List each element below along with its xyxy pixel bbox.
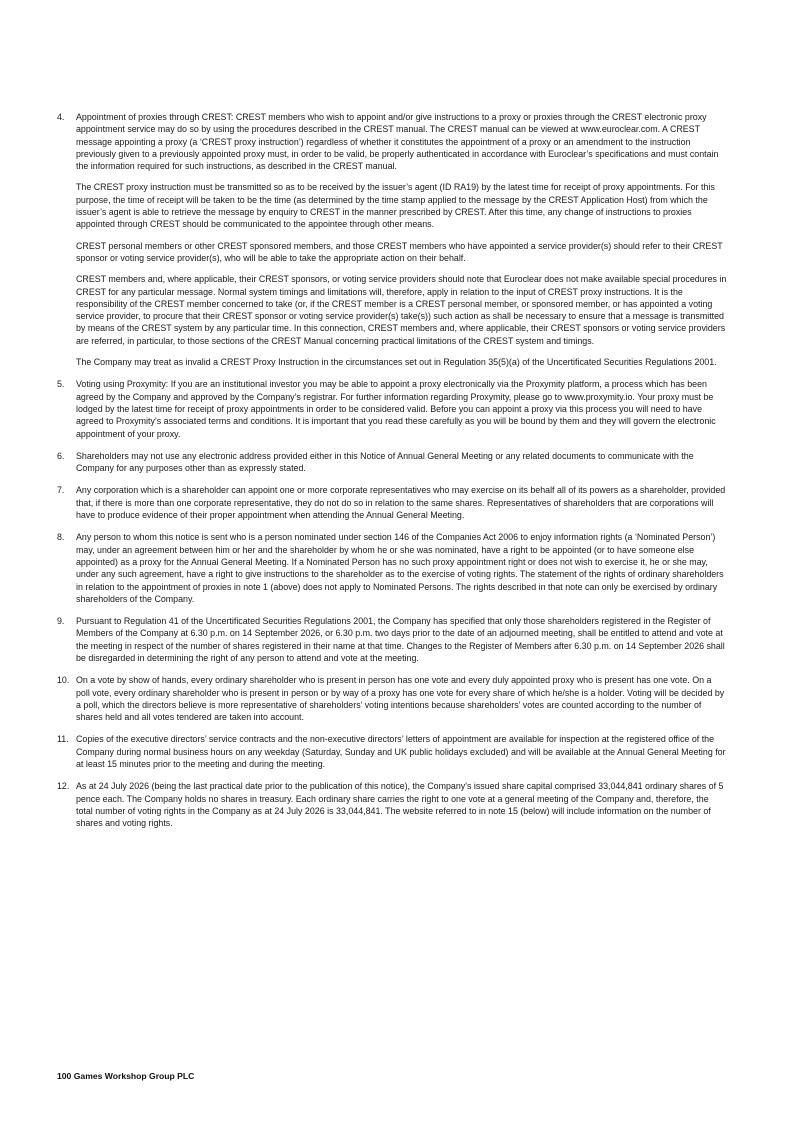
note-number: 9. [57,616,65,627]
note-number: 12. [57,781,70,792]
note-paragraph: CREST personal members or other CREST sponsored members, and those CREST members who have appointed a service provider(s) should refer to their CREST sponsor or voting service provider(s), who will be able to take the appropriate action on their behalf. [76,240,723,263]
note-paragraph: Copies of the executive directors’ service contracts and the non-executive directors’ letters of appointment are available for inspection at the registered office of the Company during normal business hours on any weekday (Saturday, Sunday and UK public holidays excluded) and will be available at the Annual General Meeting for at least 15 minutes prior to the meeting and during the meeting. [76,734,726,770]
note-item [57,484,727,521]
note-item [57,615,727,664]
note-item [57,531,727,605]
note-paragraph: Pursuant to Regulation 41 of the Uncertificated Securities Regulations 2001, the Company has specified that only those shareholders registered in the Register of Members of the Company at 6.30 p.m. on 14 September 2026, or 6.30 p.m. two days prior to the date of an adjourned meeting, shall be entitled to attend and vote at the meeting in respect of the number of shares registered in their name at that time. Changes to the Register of Members after 6.30 p.m. on 14 September 2026 shall be disregarded in determining the right of any person to attend and vote at the meeting. [76,616,725,663]
note-paragraph: Voting using Proxymity: If you are an institutional investor you may be able to appoint a proxy electronically via the Proxymity platform, a process which has been agreed by the Company and approved by the Company’s registrar. For further information regarding Proxymity, please go to www.proxymity.io. Your proxy must be lodged by the latest time for receipt of proxy appointments in order to be considered valid. Before you can appoint a proxy via this process you will need to have agreed to Proxymity’s associated terms and conditions. It is important that you read these carefully as you will be bound by them and they will govern the electronic appointment of your proxy. [76,379,716,439]
note-paragraph: Shareholders may not use any electronic address provided either in this Notice of Annual General Meeting or any related documents to communicate with the Company for any purposes other than as expressly stated. [76,450,694,474]
note-paragraph: As at 24 July 2026 (being the last practical date prior to the publication of this notice), the Company's issued share capital comprised 33,044,841 ordinary shares of 5 pence each. The Company holds no shares in treasury. Each ordinary share carries the right to one vote at a general meeting of the Company and, therefore, the total number of voting rights in the Company as at 24 July 2026 is 33,044,841. The website referred to in note 15 (below) will include information on the number of shares and voting rights. [76,781,724,829]
page-footer: 100 Games Workshop Group PLC [57,1071,195,1081]
note-paragraph: CREST members and, where applicable, their CREST sponsors, or voting service providers should note that Euroclear does not make available special procedures in CREST for any particular message. Normal system timings and limitations will, therefore, apply in relation to the input of CREST proxy instructions. It is the responsibility of the CREST member concerned to take (or, if the CREST member is a CREST personal member, or sponsored member, or has appointed a voting service provider, to procure that their CREST sponsor or voting service provider(s) take(s)) such action as shall be necessary to ensure that a message is transmitted by means of the CREST system by any particular time. In this connection, CREST members and, where applicable, their CREST sponsors or voting service providers are referred, in particular, to those sections of the CREST Manual concerning practical limitations of the CREST system and timings. [76,274,727,346]
note-number: 7. [57,485,65,496]
note-item [57,733,727,770]
note-number: 5. [57,379,65,390]
note-paragraph: The CREST proxy instruction must be transmitted so as to be received by the issuer’s agent (ID RA19) by the latest time for receipt of proxy appointments. For this purpose, the time of receipt will be taken to be the time (as determined by the time stamp applied to the message by the CREST Application Host) from which the issuer’s agent is able to retrieve the message by enquiry to CREST in the manner prescribed by CREST. After this time, any change of instructions to proxies appointed through CREST should be communicated to the appointee through other means. [76,182,715,230]
notes-list [57,111,727,840]
note-number: 10. [57,675,70,686]
note-item [57,111,727,368]
note-paragraph: Appointment of proxies through CREST: CREST members who wish to appoint and/or give instructions to a proxy or proxies through the CREST electronic proxy appointment service may do so by using the procedures described in the CREST manual. The CREST manual can be viewed at www.euroclear.com. A CREST message appointing a proxy (a ‘CREST proxy instruction’) regardless of whether it constitutes the appointment of a proxy or an amendment to the instruction previously given to a previously appointed proxy must, in order to be valid, be properly authenticated in accordance with Euroclear’s specifications and must contain the information required for such instructions, as described in the CREST manual. [76,112,719,172]
note-number: 11. [57,734,69,745]
note-item [57,780,727,829]
note-item [57,450,727,475]
note-number: 6. [57,450,65,461]
note-item [57,378,727,439]
note-number: 8. [57,532,65,543]
note-paragraph: Any corporation which is a shareholder can appoint one or more corporate representatives who may exercise on its behalf all of its powers as a shareholder, provided that, if there is more than one corporate representative, they do not do so in relation to the same shares. Representatives of shareholders that are corporations will have to produce evidence of their proper appointment when attending the Annual General Meeting. [76,485,726,521]
note-paragraph: On a vote by show of hands, every ordinary shareholder who is present in person has one vote and every duly appointed proxy who is present has one vote. On a poll vote, every ordinary shareholder who is present in person or by way of a proxy has one vote for every share of which he/she is a holder. Voting will be decided by a poll, which the directors believe is more representative of shareholders’ voting intentions because shareholders’ votes are counted according to the number of shares held and all votes tendered are taken into account. [76,675,725,723]
note-item [57,674,727,723]
note-paragraph: Any person to whom this notice is sent who is a person nominated under section 146 of the Companies Act 2006 to enjoy information rights (a ‘Nominated Person’) may, under an agreement between him or her and the shareholder by whom he or she was nominated, have a right to be appointed (or to have someone else appointed) as a proxy for the Annual General Meeting. If a Nominated Person has no such proxy appointment right or does not wish to exercise it, he or she may, under any such agreement, have a right to give instructions to the shareholder as to the exercise of voting rights. The statement of the rights of ordinary shareholders in relation to the appointment of proxies in note 1 (above) does not apply to Nominated Persons. The rights described in that note can only be exercised by ordinary shareholders of the Company. [76,532,724,604]
note-paragraph: The Company may treat as invalid a CREST Proxy Instruction in the circumstances set out in Regulation 35(5)(a) of the Uncertificated Securities Regulations 2001. [76,357,717,368]
note-number: 4. [57,112,65,122]
